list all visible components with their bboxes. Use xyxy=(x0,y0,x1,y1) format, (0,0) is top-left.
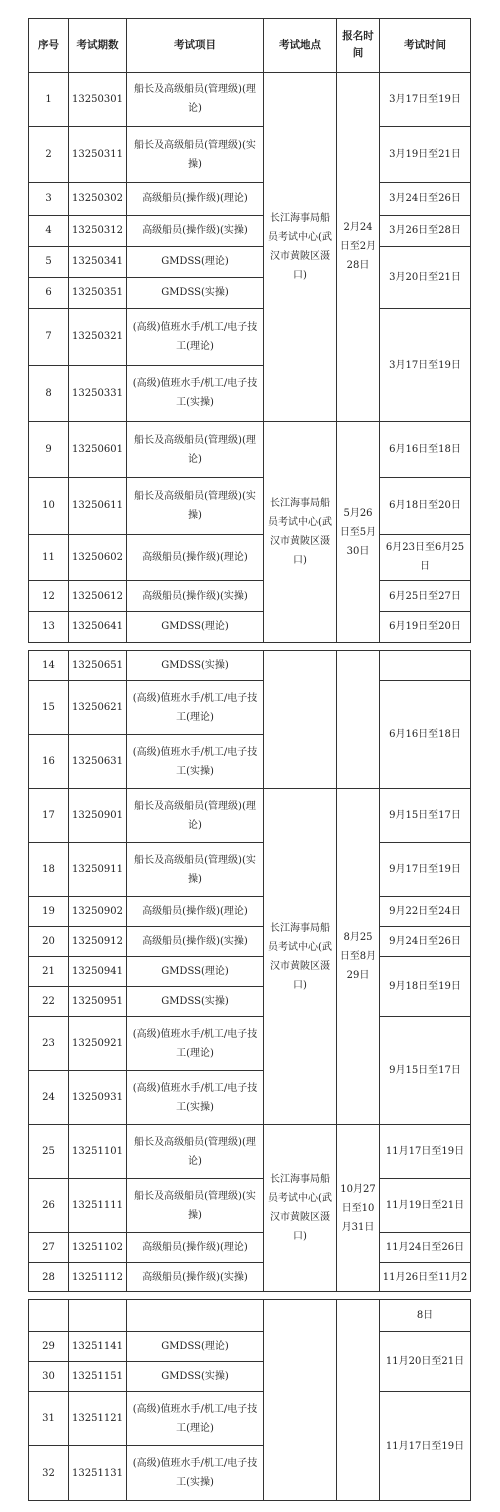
period-cell: 13250941 xyxy=(69,957,127,987)
table-row xyxy=(29,534,471,580)
location-cell xyxy=(264,651,337,789)
seq-cell: 17 xyxy=(29,789,69,843)
time-cell: 9月18日至19日 xyxy=(380,957,471,1017)
seq-cell: 30 xyxy=(29,1362,69,1392)
period-cell: 13250302 xyxy=(69,182,127,215)
seq-cell: 4 xyxy=(29,215,69,246)
seq-cell: 2 xyxy=(29,127,69,183)
item-cell: 高级船员(操作级)(理论) xyxy=(127,897,264,927)
item-cell: 高级船员(操作级)(理论) xyxy=(127,1233,264,1263)
period-cell: 13251101 xyxy=(69,1125,127,1179)
seq-cell: 12 xyxy=(29,581,69,612)
period-cell: 13251151 xyxy=(69,1362,127,1392)
time-cell: 6月16日至18日 xyxy=(380,422,471,478)
seq-cell: 14 xyxy=(29,651,69,681)
item-cell: 船长及高级船员(管理级)(实操) xyxy=(127,1179,264,1233)
period-cell: 13250331 xyxy=(69,365,127,422)
header-location: 考试地点 xyxy=(264,19,337,73)
period-cell: 13250902 xyxy=(69,897,127,927)
table-row xyxy=(29,1179,471,1233)
item-cell: (高级)值班水手/机工/电子技工(实操) xyxy=(127,1071,264,1125)
period-cell: 13251121 xyxy=(69,1392,127,1446)
seq-cell: 11 xyxy=(29,534,69,580)
seq-cell: 10 xyxy=(29,477,69,534)
table-row xyxy=(29,1392,471,1446)
item-cell: 高级船员(操作级)(实操) xyxy=(127,1263,264,1292)
period-cell: 13251131 xyxy=(69,1446,127,1501)
time-cell: 8日 xyxy=(380,1300,471,1332)
seq-cell: 18 xyxy=(29,843,69,897)
item-cell: (高级)值班水手/机工/电子技工(实操) xyxy=(127,365,264,422)
item-cell: GMDSS(实操) xyxy=(127,651,264,681)
time-cell: 11月26日至11月2 xyxy=(380,1263,471,1292)
header-item: 考试项目 xyxy=(127,19,264,73)
time-cell: 11月24日至26日 xyxy=(380,1233,471,1263)
reg-cell: 10月27日至10月31日 xyxy=(337,1125,380,1292)
period-cell: 13250612 xyxy=(69,581,127,612)
seq-cell: 27 xyxy=(29,1233,69,1263)
time-cell xyxy=(380,651,471,681)
reg-cell: 5月26日至5月30日 xyxy=(337,422,380,643)
location-cell: 长江海事局船员考试中心(武汉市黄陂区滠口) xyxy=(264,422,337,643)
item-cell: 船长及高级船员(管理级)(理论) xyxy=(127,72,264,127)
header-seq: 序号 xyxy=(29,19,69,73)
time-cell: 11月17日至19日 xyxy=(380,1392,471,1501)
period-cell: 13250602 xyxy=(69,534,127,580)
item-cell: (高级)值班水手/机工/电子技工(理论) xyxy=(127,308,264,365)
item-cell: 船长及高级船员(管理级)(实操) xyxy=(127,477,264,534)
seq-cell: 16 xyxy=(29,735,69,789)
seq-cell: 32 xyxy=(29,1446,69,1501)
table-row xyxy=(29,957,471,987)
seq-cell: 19 xyxy=(29,897,69,927)
period-cell: 13250901 xyxy=(69,789,127,843)
period-cell: 13250341 xyxy=(69,246,127,277)
seq-cell: 25 xyxy=(29,1125,69,1179)
table-row xyxy=(29,581,471,612)
period-cell: 13250311 xyxy=(69,127,127,183)
seq-cell: 26 xyxy=(29,1179,69,1233)
time-cell: 3月19日至21日 xyxy=(380,127,471,183)
seq-cell xyxy=(29,1300,69,1332)
exam-schedule-table-3 xyxy=(28,1299,471,1501)
item-cell: 船长及高级船员(管理级)(实操) xyxy=(127,127,264,183)
location-cell: 长江海事局船员考试中心(武汉市黄陂区滠口) xyxy=(264,1125,337,1292)
table-row xyxy=(29,246,471,277)
item-cell: 高级船员(操作级)(实操) xyxy=(127,215,264,246)
table-row xyxy=(29,1332,471,1362)
seq-cell: 20 xyxy=(29,927,69,957)
item-cell: 船长及高级船员(管理级)(理论) xyxy=(127,789,264,843)
time-cell: 3月17日至19日 xyxy=(380,72,471,127)
time-cell: 6月18日至20日 xyxy=(380,477,471,534)
table-row xyxy=(29,611,471,642)
time-cell: 9月15日至17日 xyxy=(380,789,471,843)
table-row xyxy=(29,477,471,534)
seq-cell: 29 xyxy=(29,1332,69,1362)
header-row xyxy=(29,19,471,73)
table-row xyxy=(29,651,471,681)
period-cell: 13251141 xyxy=(69,1332,127,1362)
time-cell: 3月26日至28日 xyxy=(380,215,471,246)
time-cell: 3月20日至21日 xyxy=(380,246,471,308)
table-row xyxy=(29,681,471,735)
location-cell: 长江海事局船员考试中心(武汉市黄陂区滠口) xyxy=(264,72,337,422)
period-cell: 13250601 xyxy=(69,422,127,478)
period-cell: 13250351 xyxy=(69,277,127,308)
table-row xyxy=(29,1017,471,1071)
period-cell: 13250931 xyxy=(69,1071,127,1125)
time-cell: 3月24日至26日 xyxy=(380,182,471,215)
seq-cell: 5 xyxy=(29,246,69,277)
time-cell: 11月19日至21日 xyxy=(380,1179,471,1233)
item-cell: GMDSS(理论) xyxy=(127,1332,264,1362)
location-cell: 长江海事局船员考试中心(武汉市黄陂区滠口) xyxy=(264,789,337,1125)
period-cell: 13250621 xyxy=(69,681,127,735)
reg-cell: 8月25日至8月29日 xyxy=(337,789,380,1125)
time-cell: 9月22日至24日 xyxy=(380,897,471,927)
seq-cell: 7 xyxy=(29,308,69,365)
header-time: 考试时间 xyxy=(380,19,471,73)
table-row xyxy=(29,127,471,183)
period-cell: 13250321 xyxy=(69,308,127,365)
seq-cell: 1 xyxy=(29,72,69,127)
time-cell: 9月17日至19日 xyxy=(380,843,471,897)
seq-cell: 31 xyxy=(29,1392,69,1446)
table-row xyxy=(29,1233,471,1263)
table-row xyxy=(29,1300,471,1332)
table-row xyxy=(29,927,471,957)
table-row xyxy=(29,182,471,215)
item-cell: (高级)值班水手/机工/电子技工(理论) xyxy=(127,681,264,735)
period-cell: 13250312 xyxy=(69,215,127,246)
table-row xyxy=(29,897,471,927)
item-cell: GMDSS(实操) xyxy=(127,1362,264,1392)
period-cell: 13250631 xyxy=(69,735,127,789)
time-cell: 9月15日至17日 xyxy=(380,1017,471,1125)
item-cell: 高级船员(操作级)(实操) xyxy=(127,927,264,957)
item-cell: GMDSS(实操) xyxy=(127,987,264,1017)
item-cell: (高级)值班水手/机工/电子技工(实操) xyxy=(127,1446,264,1501)
table-row xyxy=(29,1263,471,1292)
item-cell: 船长及高级船员(管理级)(实操) xyxy=(127,843,264,897)
table-row xyxy=(29,422,471,478)
seq-cell: 6 xyxy=(29,277,69,308)
item-cell: 高级船员(操作级)(理论) xyxy=(127,534,264,580)
period-cell: 13250641 xyxy=(69,611,127,642)
time-cell: 3月17日至19日 xyxy=(380,308,471,421)
reg-cell: 2月24日至2月28日 xyxy=(337,72,380,422)
time-cell: 11月20日至21日 xyxy=(380,1332,471,1392)
item-cell: GMDSS(理论) xyxy=(127,611,264,642)
item-cell: GMDSS(实操) xyxy=(127,277,264,308)
period-cell xyxy=(69,1300,127,1332)
table-row xyxy=(29,1125,471,1179)
period-cell: 13251112 xyxy=(69,1263,127,1292)
exam-schedule-table-1 xyxy=(28,18,471,643)
seq-cell: 22 xyxy=(29,987,69,1017)
item-cell: GMDSS(理论) xyxy=(127,957,264,987)
time-cell: 6月23日至6月25日 xyxy=(380,534,471,580)
item-cell: 船长及高级船员(管理级)(理论) xyxy=(127,422,264,478)
period-cell: 13250951 xyxy=(69,987,127,1017)
location-cell xyxy=(264,1300,337,1501)
time-cell: 6月16日至18日 xyxy=(380,681,471,789)
period-cell: 13250921 xyxy=(69,1017,127,1071)
seq-cell: 13 xyxy=(29,611,69,642)
table-row xyxy=(29,308,471,365)
time-cell: 9月24日至26日 xyxy=(380,927,471,957)
time-cell: 6月19日至20日 xyxy=(380,611,471,642)
item-cell: GMDSS(理论) xyxy=(127,246,264,277)
item-cell: 船长及高级船员(管理级)(理论) xyxy=(127,1125,264,1179)
period-cell: 13250912 xyxy=(69,927,127,957)
seq-cell: 21 xyxy=(29,957,69,987)
period-cell: 13251102 xyxy=(69,1233,127,1263)
period-cell: 13250301 xyxy=(69,72,127,127)
seq-cell: 15 xyxy=(29,681,69,735)
table-row xyxy=(29,789,471,843)
item-cell: 高级船员(操作级)(实操) xyxy=(127,581,264,612)
header-reg: 报名时间 xyxy=(337,19,380,73)
seq-cell: 28 xyxy=(29,1263,69,1292)
seq-cell: 8 xyxy=(29,365,69,422)
time-cell: 6月25日至27日 xyxy=(380,581,471,612)
item-cell: (高级)值班水手/机工/电子技工(实操) xyxy=(127,735,264,789)
seq-cell: 9 xyxy=(29,422,69,478)
item-cell xyxy=(127,1300,264,1332)
period-cell: 13250651 xyxy=(69,651,127,681)
seq-cell: 23 xyxy=(29,1017,69,1071)
table-row xyxy=(29,72,471,127)
period-cell: 13251111 xyxy=(69,1179,127,1233)
item-cell: (高级)值班水手/机工/电子技工(理论) xyxy=(127,1392,264,1446)
item-cell: (高级)值班水手/机工/电子技工(理论) xyxy=(127,1017,264,1071)
reg-cell xyxy=(337,1300,380,1501)
table-row xyxy=(29,843,471,897)
seq-cell: 3 xyxy=(29,182,69,215)
period-cell: 13250611 xyxy=(69,477,127,534)
time-cell: 11月17日至19日 xyxy=(380,1125,471,1179)
header-period: 考试期数 xyxy=(69,19,127,73)
exam-schedule-table-2 xyxy=(28,650,471,1292)
item-cell: 高级船员(操作级)(理论) xyxy=(127,182,264,215)
seq-cell: 24 xyxy=(29,1071,69,1125)
period-cell: 13250911 xyxy=(69,843,127,897)
reg-cell xyxy=(337,651,380,789)
table-row xyxy=(29,215,471,246)
